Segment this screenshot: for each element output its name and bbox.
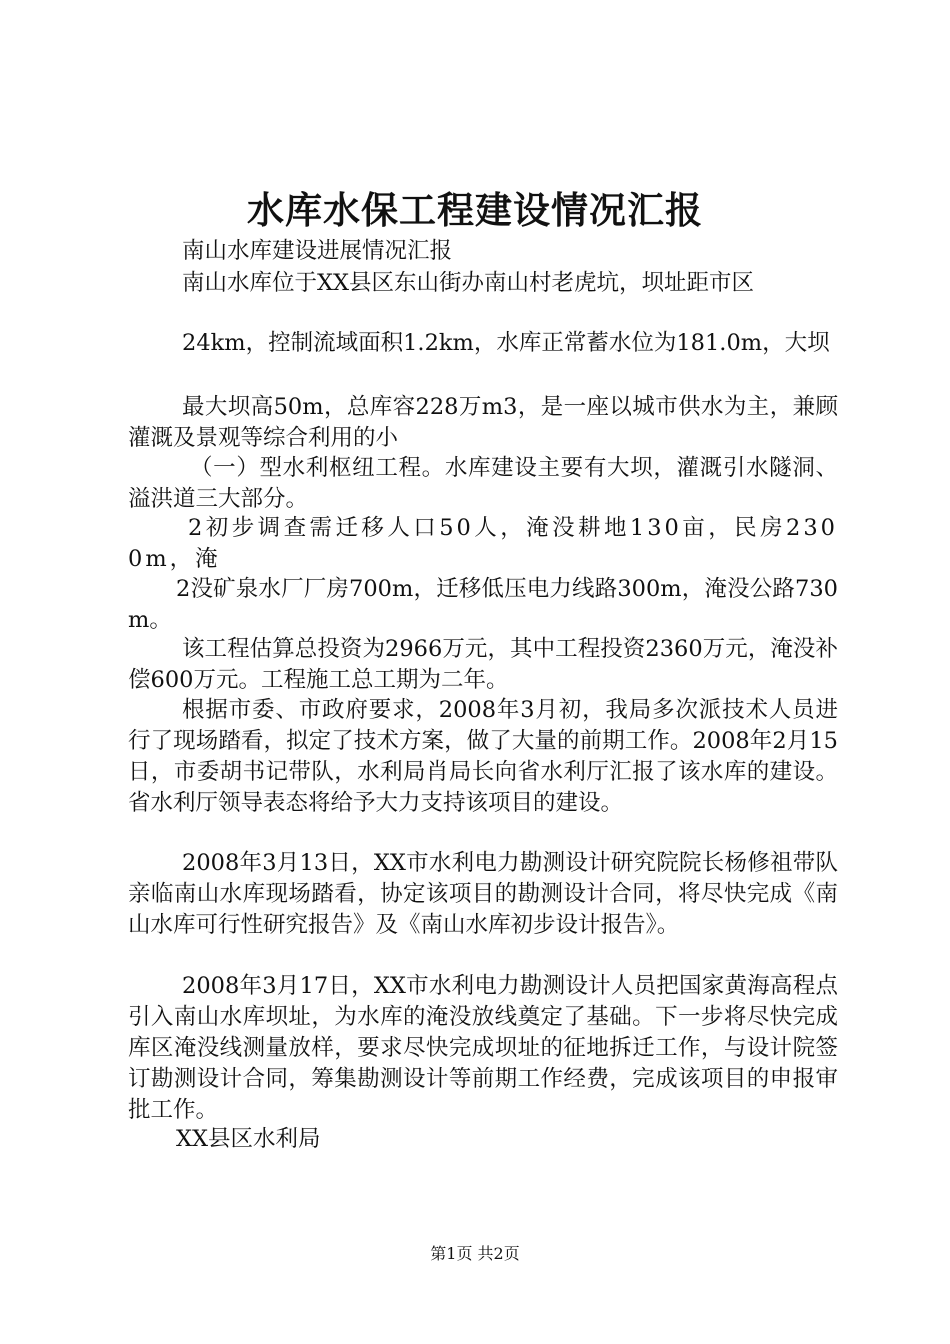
paragraph-investment: 该工程估算总投资为2966万元，其中工程投资2360万元，淹没补偿600万元。工程施工总工期为二年。 — [128, 636, 838, 693]
paragraph-subtitle: 南山水库建设进展情况汇报 — [182, 238, 453, 264]
paragraph-dam-height: 最大坝高50m，总库容228万m3，是一座以城市供水为主，兼顾灌溉及景观等综合利用的小 — [128, 394, 838, 451]
page-number-footer: 第1页 共2页 — [430, 1244, 520, 1263]
paragraph-relocation: 2初步调查需迁移人口50人，淹没耕地130亩，民房2300m，淹 — [128, 515, 838, 572]
paragraph-design-contract: 2008年3月13日，XX市水利电力勘测设计研究院院长杨修祖带队亲临南山水库现场踏看，协定该项目的勘测设计合同，将尽快完成《南山水库可行性研究报告》及《南山水库初步设计报告》。 — [128, 850, 838, 938]
paragraph-location: 南山水库位于XX县区东山街办南山村老虎坑，坝址距市区 — [182, 270, 755, 296]
paragraph-preliminary-work: 根据市委、市政府要求，2008年3月初，我局多次派技术人员进行了现场踏看，拟定了技术方案，做了大量的前期工作。2008年2月15日，市委胡书记带队，水利局肖局长向省水利厅汇报了该水库的建设。省水利厅领导表态将给予大力支持该项目的建设。 — [128, 697, 838, 816]
signature-issuer: XX县区水利局 — [176, 1126, 321, 1152]
paragraph-project-type: （一）型水利枢纽工程。水库建设主要有大坝，灌溉引水隧洞、溢洪道三大部分。 — [128, 455, 838, 512]
paragraph-inundation: 2没矿泉水厂厂房700m，迁移低压电力线路300m，淹没公路730m。 — [128, 576, 838, 633]
paragraph-catchment: 24km，控制流域面积1.2km，水库正常蓄水位为181.0m，大坝 — [182, 330, 830, 356]
document-title: 水库水保工程建设情况汇报 — [247, 188, 703, 232]
paragraph-next-steps: 2008年3月17日，XX市水利电力勘测设计人员把国家黄海高程点引入南山水库坝址，为水库的淹没放线奠定了基础。下一步将尽快完成库区淹没线测量放样，要求尽快完成坝址的征地拆迁工作，与设计院签订勘测设计合同，筹集勘测设计等前期工作经费，完成该项目的申报审批工作。 — [128, 973, 838, 1123]
